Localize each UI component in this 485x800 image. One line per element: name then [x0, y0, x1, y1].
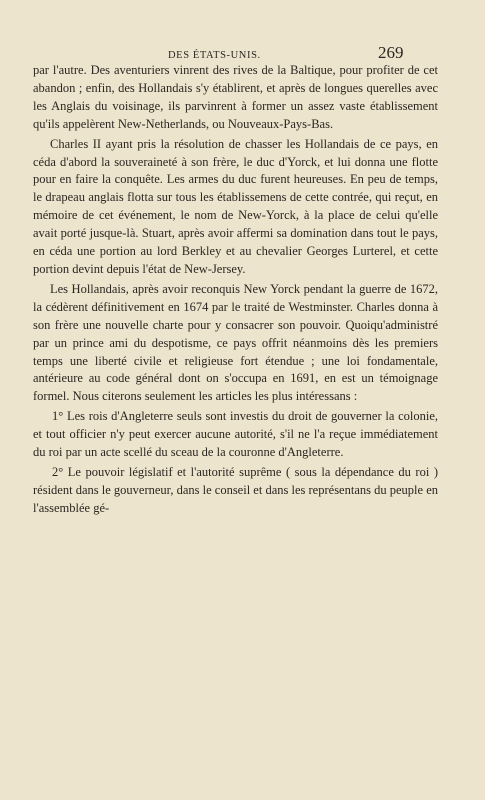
- article-2: 2° Le pouvoir législatif et l'autorité suprême ( sous la dépendance du roi ) résident dans le gouverneur, dans le conseil et dans les représentans du peuple en l'assemblée gé-: [33, 464, 438, 515]
- article-1: 1° Les rois d'Angleterre seuls sont investis du droit de gouverner la colonie, et tout officier n'y peut exercer aucune autorité, s'il ne l'a reçue immédiatement du roi par un acte scellé du sceau de la couronne d'Angleterre.: [33, 409, 438, 460]
- body-text: [33, 62, 438, 518]
- paragraph-2: Charles II ayant pris la résolution de chasser les Hollandais de ce pays, en céda d'abord la souveraineté à son frère, le duc d'Yorck, et lui donna une flotte pour en faire la conquête. Les armes du duc furent heureuses. En peu de temps, le drapeau anglais flotta sur tous les établissemens de cette contrée, qui reçut, en mémoire de cet événement, le nom de New-Yorck, à la place de celui qu'elle avait porté jusque-là. Stuart, après avoir affermi sa domination dans tout le pays, en céda une portion au lord Berkley et au chevalier Georges Lurterel, et cette portion devint depuis l'état de New-Jersey.: [33, 136, 438, 276]
- paragraph-3: Les Hollandais, après avoir reconquis New Yorck pendant la guerre de 1672, la cédèrent définitivement en 1674 par le traité de Westminster. Charles donna à son frère une nouvelle charte pour y consacrer son pouvoir. Quoiqu'administré par un prince ami du despotisme, ce pays offrit néanmoins dès les premiers temps une liberté civile et religieuse fort étendue ; une loi fondamentale, antérieure au code général dont on s'occupa en 1691, en est un témoignage formel. Nous citerons seulement les articles les plus intéressans :: [33, 281, 438, 404]
- page-header: [0, 40, 485, 62]
- page-number: 269: [378, 43, 404, 62]
- paragraph-1: par l'autre. Des aventuriers vinrent des rives de la Baltique, pour profiter de cet abandon ; enfin, des Hollandais s'y établirent, et après de longues querelles avec les Anglais du voisinage, ils parvinrent à former un assez vaste établissement qu'ils appelèrent New-Netherlands, ou Nouveaux-Pays-Bas.: [33, 63, 438, 131]
- running-head: DES ÉTATS-UNIS.: [168, 50, 261, 61]
